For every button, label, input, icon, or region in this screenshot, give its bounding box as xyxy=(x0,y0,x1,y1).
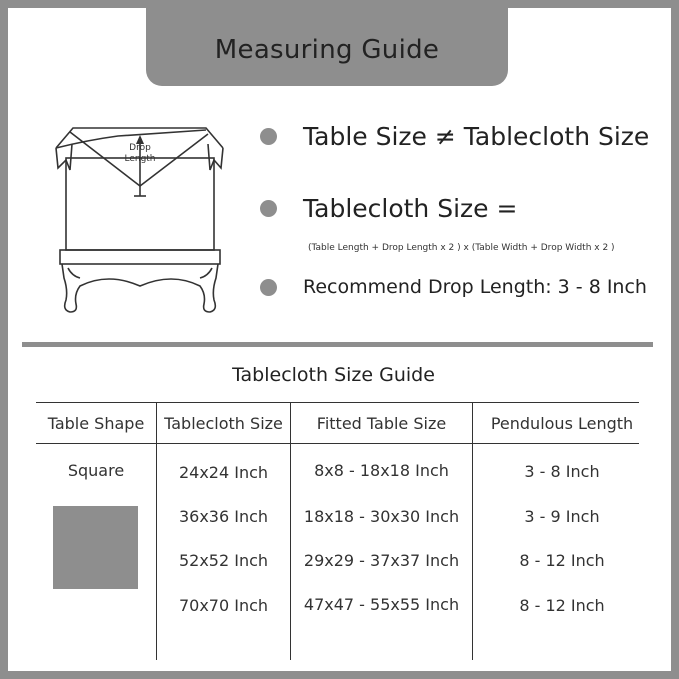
bullet-drop-length xyxy=(260,276,647,298)
table-cell: 8x8 - 18x18 Inch xyxy=(314,461,449,480)
table-top-rule xyxy=(36,402,639,403)
table-cell: 18x18 - 30x30 Inch xyxy=(303,507,460,526)
table-cell: 8 - 12 Inch xyxy=(519,551,605,570)
table-cell: 47x47 - 55x55 Inch xyxy=(303,595,460,614)
drop-label-line2: Length xyxy=(124,154,156,164)
section-divider xyxy=(22,342,653,347)
table-cell: 3 - 9 Inch xyxy=(524,507,600,526)
header-tab xyxy=(146,0,508,86)
bullet-size-note xyxy=(260,122,649,151)
header-table-shape: Table Shape xyxy=(47,414,145,433)
table-cell: 3 - 8 Inch xyxy=(524,462,600,481)
header-tablecloth-size: Tablecloth Size xyxy=(164,414,283,433)
shape-label: Square xyxy=(67,461,125,480)
table-column-divider xyxy=(156,402,157,660)
bullet-text-1: Table Size ≠ Tablecloth Size xyxy=(303,122,650,151)
formula-text: (Table Length + Drop Length x 2 ) x (Table Width + Drop Width x 2 ) xyxy=(308,243,615,253)
bullet-formula xyxy=(260,194,517,223)
bullet-dot-icon xyxy=(260,279,277,296)
table-cell: 24x24 Inch xyxy=(178,463,269,482)
table-cell: 8 - 12 Inch xyxy=(519,596,605,615)
table-cell: 52x52 Inch xyxy=(178,551,269,570)
bullet-text-2: Tablecloth Size = xyxy=(303,194,518,223)
bullet-dot-icon xyxy=(260,128,277,145)
table-column-divider xyxy=(472,402,473,660)
bullet-dot-icon xyxy=(260,200,277,217)
table-header-rule xyxy=(36,443,639,444)
table-cell: 29x29 - 37x37 Inch xyxy=(303,551,460,570)
table-column-divider xyxy=(290,402,291,660)
table-title: Tablecloth Size Guide xyxy=(232,364,435,386)
bullet-text-3: Recommend Drop Length: 3 - 8 Inch xyxy=(303,276,647,298)
table-cell: 70x70 Inch xyxy=(178,596,269,615)
header-fitted-table-size: Fitted Table Size xyxy=(316,414,447,433)
table-cell: 36x36 Inch xyxy=(178,507,269,526)
page-title: Measuring Guide xyxy=(214,35,440,65)
page xyxy=(8,8,671,671)
square-shape-icon xyxy=(53,506,138,589)
header-pendulous-length: Pendulous Length xyxy=(490,414,634,433)
table-illustration xyxy=(48,118,228,318)
drop-label-line1: Drop xyxy=(129,143,151,153)
